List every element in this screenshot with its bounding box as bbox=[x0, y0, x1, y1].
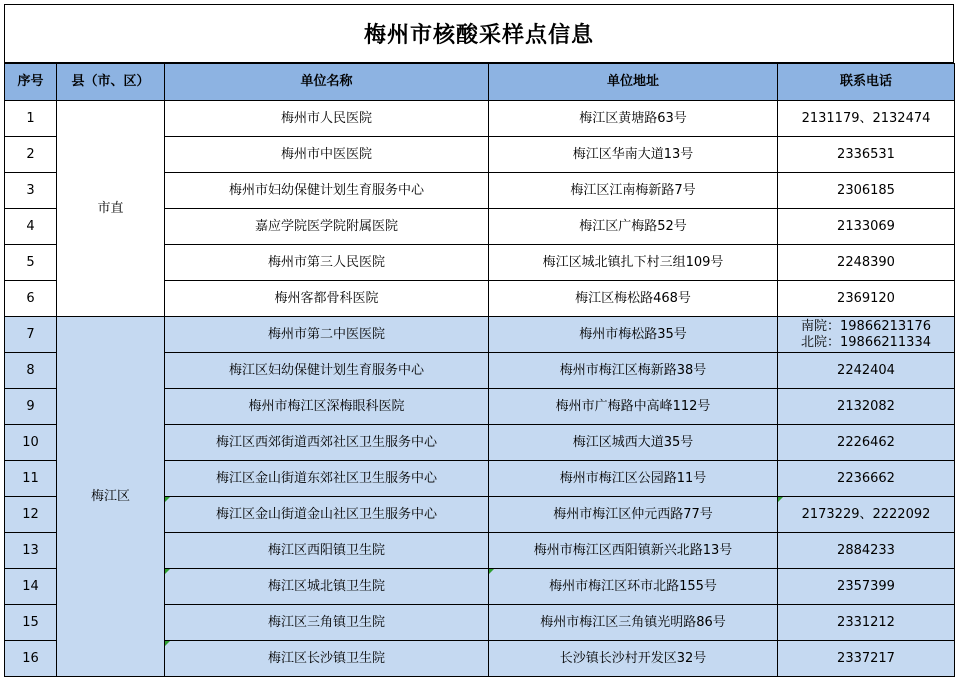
phone-cell[interactable]: 2248390 bbox=[778, 245, 955, 281]
phone-line: 北院：19866211334 bbox=[801, 334, 931, 350]
address-cell[interactable]: 梅州市梅江区西阳镇新兴北路13号 bbox=[489, 533, 778, 569]
seq-cell[interactable]: 4 bbox=[5, 209, 57, 245]
seq-cell[interactable]: 14 bbox=[5, 569, 57, 605]
phone-text: 2173229、2222092 bbox=[801, 506, 931, 522]
seq-cell[interactable]: 3 bbox=[5, 173, 57, 209]
address-cell[interactable]: 梅江区城西大道35号 bbox=[489, 425, 778, 461]
address-text: 梅州市梅江区环市北路155号 bbox=[549, 578, 717, 594]
phone-cell[interactable] bbox=[778, 317, 955, 353]
header-unit[interactable]: 单位名称 bbox=[165, 64, 489, 101]
unit-text: 梅江区金山街道金山社区卫生服务中心 bbox=[215, 506, 437, 522]
comment-marker-icon bbox=[778, 497, 783, 502]
unit-cell[interactable]: 梅州市第二中医医院 bbox=[165, 317, 489, 353]
address-cell[interactable]: 梅江区梅松路468号 bbox=[489, 281, 778, 317]
seq-cell[interactable]: 10 bbox=[5, 425, 57, 461]
phone-line: 南院：19866213176 bbox=[801, 318, 931, 334]
address-cell[interactable]: 梅江区华南大道13号 bbox=[489, 137, 778, 173]
table-row bbox=[5, 101, 955, 137]
unit-text: 梅江区长沙镇卫生院 bbox=[267, 650, 385, 666]
unit-cell[interactable] bbox=[165, 497, 489, 533]
phone-cell[interactable]: 2132082 bbox=[778, 389, 955, 425]
seq-cell[interactable]: 15 bbox=[5, 605, 57, 641]
unit-text: 梅江区城北镇卫生院 bbox=[267, 578, 385, 594]
address-cell[interactable]: 梅州市梅江区仲元西路77号 bbox=[489, 497, 778, 533]
title-cell[interactable] bbox=[4, 4, 954, 63]
address-cell[interactable]: 梅州市广梅路中高峰112号 bbox=[489, 389, 778, 425]
header-address[interactable]: 单位地址 bbox=[489, 64, 778, 101]
phone-cell[interactable]: 2357399 bbox=[778, 569, 955, 605]
comment-marker-icon bbox=[165, 641, 170, 646]
county-cell-meijiang[interactable]: 梅江区 bbox=[57, 317, 165, 677]
comment-marker-icon bbox=[165, 497, 170, 502]
seq-cell[interactable]: 6 bbox=[5, 281, 57, 317]
unit-cell[interactable]: 梅州市中医医院 bbox=[165, 137, 489, 173]
unit-cell[interactable]: 梅江区西阳镇卫生院 bbox=[165, 533, 489, 569]
seq-cell[interactable]: 7 bbox=[5, 317, 57, 353]
phone-cell[interactable] bbox=[778, 497, 955, 533]
seq-cell[interactable]: 2 bbox=[5, 137, 57, 173]
address-cell[interactable]: 梅江区城北镇扎下村三组109号 bbox=[489, 245, 778, 281]
address-cell[interactable]: 梅江区广梅路52号 bbox=[489, 209, 778, 245]
phone-cell[interactable]: 2133069 bbox=[778, 209, 955, 245]
phone-cell[interactable]: 2242404 bbox=[778, 353, 955, 389]
table-row bbox=[5, 317, 955, 353]
address-cell[interactable]: 梅江区黄塘路63号 bbox=[489, 101, 778, 137]
header-row bbox=[5, 64, 955, 101]
sampling-sites-table bbox=[4, 63, 955, 677]
header-county[interactable]: 县（市、区） bbox=[57, 64, 165, 101]
unit-cell[interactable]: 梅州市梅江区深梅眼科医院 bbox=[165, 389, 489, 425]
seq-cell[interactable]: 16 bbox=[5, 641, 57, 677]
address-cell[interactable]: 长沙镇长沙村开发区32号 bbox=[489, 641, 778, 677]
seq-cell[interactable]: 12 bbox=[5, 497, 57, 533]
address-cell[interactable]: 梅州市梅江区梅新路38号 bbox=[489, 353, 778, 389]
seq-cell[interactable]: 5 bbox=[5, 245, 57, 281]
phone-cell[interactable]: 2331212 bbox=[778, 605, 955, 641]
unit-cell[interactable]: 梅州客都骨科医院 bbox=[165, 281, 489, 317]
unit-cell[interactable] bbox=[165, 641, 489, 677]
seq-cell[interactable]: 1 bbox=[5, 101, 57, 137]
address-cell[interactable]: 梅州市梅江区三角镇光明路86号 bbox=[489, 605, 778, 641]
sheet-title: 梅州市核酸采样点信息 bbox=[363, 23, 594, 48]
seq-cell[interactable]: 8 bbox=[5, 353, 57, 389]
unit-cell[interactable]: 梅州市第三人民医院 bbox=[165, 245, 489, 281]
phone-cell[interactable]: 2337217 bbox=[778, 641, 955, 677]
phone-cell[interactable]: 2336531 bbox=[778, 137, 955, 173]
unit-cell[interactable]: 梅江区西郊街道西郊社区卫生服务中心 bbox=[165, 425, 489, 461]
phone-cell[interactable]: 2131179、2132474 bbox=[778, 101, 955, 137]
unit-cell[interactable]: 梅州市人民医院 bbox=[165, 101, 489, 137]
phone-cell[interactable]: 2884233 bbox=[778, 533, 955, 569]
header-phone[interactable]: 联系电话 bbox=[778, 64, 955, 101]
phone-cell[interactable]: 2226462 bbox=[778, 425, 955, 461]
unit-cell[interactable]: 梅江区金山街道东郊社区卫生服务中心 bbox=[165, 461, 489, 497]
phone-cell[interactable]: 2236662 bbox=[778, 461, 955, 497]
unit-cell[interactable]: 嘉应学院医学院附属医院 bbox=[165, 209, 489, 245]
comment-marker-icon bbox=[165, 569, 170, 574]
phone-cell[interactable]: 2369120 bbox=[778, 281, 955, 317]
header-seq[interactable]: 序号 bbox=[5, 64, 57, 101]
address-cell[interactable]: 梅州市梅江区公园路11号 bbox=[489, 461, 778, 497]
unit-cell[interactable]: 梅州市妇幼保健计划生育服务中心 bbox=[165, 173, 489, 209]
seq-cell[interactable]: 13 bbox=[5, 533, 57, 569]
unit-cell[interactable]: 梅江区妇幼保健计划生育服务中心 bbox=[165, 353, 489, 389]
address-cell[interactable]: 梅州市梅松路35号 bbox=[489, 317, 778, 353]
unit-cell[interactable]: 梅江区三角镇卫生院 bbox=[165, 605, 489, 641]
comment-marker-icon bbox=[489, 569, 494, 574]
seq-cell[interactable]: 11 bbox=[5, 461, 57, 497]
seq-cell[interactable]: 9 bbox=[5, 389, 57, 425]
address-cell[interactable]: 梅江区江南梅新路7号 bbox=[489, 173, 778, 209]
address-cell[interactable] bbox=[489, 569, 778, 605]
unit-cell[interactable] bbox=[165, 569, 489, 605]
county-cell-shizhi[interactable]: 市直 bbox=[57, 101, 165, 317]
phone-cell[interactable]: 2306185 bbox=[778, 173, 955, 209]
